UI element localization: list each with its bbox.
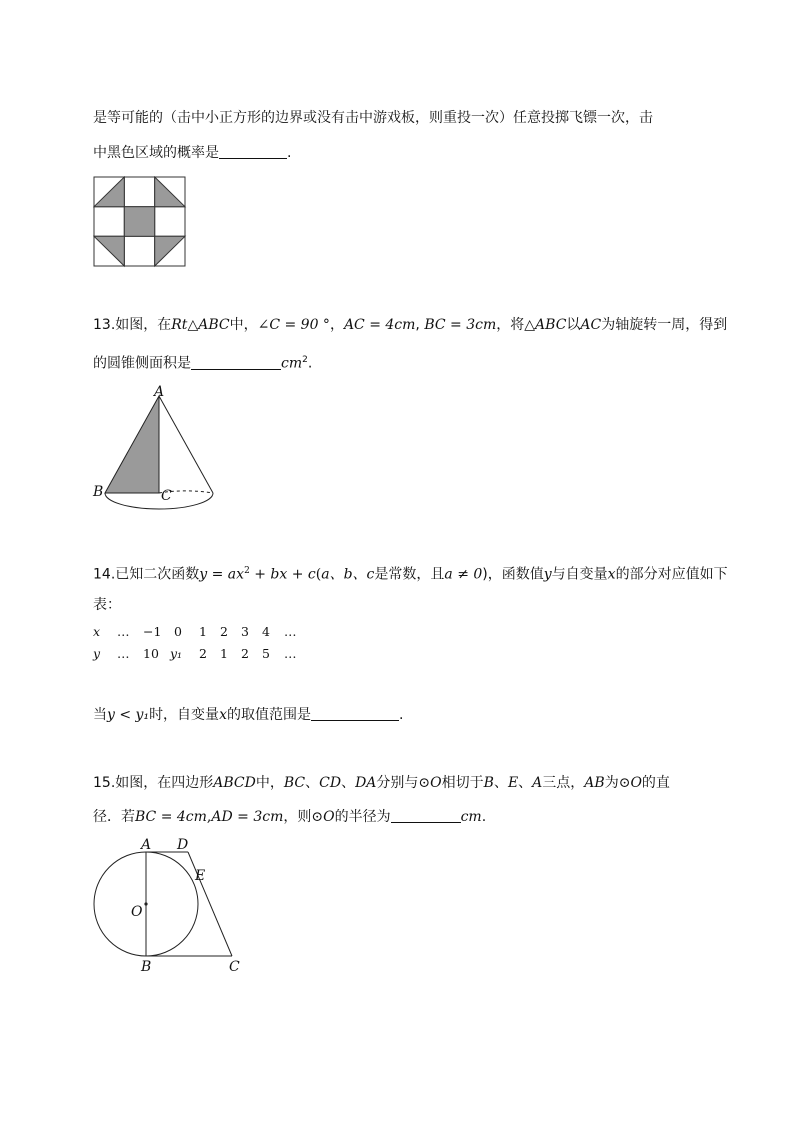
label-b: B	[141, 959, 152, 975]
q13-mid2: ，将	[496, 317, 525, 333]
q15-o3: O	[323, 809, 335, 825]
shaded-triangle-bl	[94, 236, 124, 266]
q13-sep2: ,	[415, 317, 425, 333]
table-cell: −1	[143, 624, 162, 639]
q13-triangle-symbol-2: △	[524, 317, 536, 333]
q13-abc: ABC	[198, 317, 230, 333]
q15-end: .	[481, 809, 487, 825]
q13-bc: BC = 3cm	[424, 317, 497, 333]
shaded-triangle-tl	[94, 177, 124, 207]
q12-end: .	[287, 145, 292, 161]
q15-ab: AB	[584, 775, 605, 791]
table-cell: …	[284, 646, 297, 661]
q13-line1	[93, 315, 727, 335]
q13-end: .	[307, 355, 313, 372]
q15-b: B	[483, 775, 494, 791]
q14-paren-close: )，函数值	[482, 566, 544, 583]
dartboard-figure	[93, 176, 187, 268]
table-cell: 0	[174, 624, 182, 639]
q14-line1	[93, 561, 728, 585]
q15-o: O	[430, 775, 442, 791]
q15-mid3: 相切于	[441, 775, 484, 791]
q15-cd: CD	[319, 775, 342, 791]
q15-d2: 、	[341, 775, 356, 791]
q15-circle-symbol: ⊙	[418, 775, 431, 791]
q14-end: .	[398, 707, 404, 723]
q15-circle-symbol-2: ⊙	[618, 775, 631, 791]
q14-function: y = ax	[199, 566, 245, 583]
q15-eq2: AD = 3cm	[211, 809, 284, 825]
q14-function-rest: + bx + c	[249, 566, 316, 583]
q13-rt: Rt	[171, 317, 188, 333]
q14-square: 2	[244, 566, 250, 576]
q14-line2: 表：	[93, 597, 121, 613]
q13-prefix: 13.如图，在	[93, 317, 172, 333]
q15-line2-a: 径．若	[93, 809, 135, 825]
right-triangle-abc	[105, 396, 159, 493]
table-cell: 10	[143, 646, 159, 661]
q15-tail: 的直	[641, 775, 670, 791]
q14-tail: 的部分对应值如下	[615, 566, 728, 583]
cone-side-edge	[159, 396, 213, 493]
q12-line1: 是等可能的（击中小正方形的边界或没有击中游戏板，则重投一次）任意投掷飞镖一次，击	[93, 110, 653, 126]
q15-a: A	[532, 775, 543, 791]
q15-mid4: 三点，	[542, 775, 585, 791]
q15-eq1: BC = 4cm	[135, 809, 207, 825]
q15-line2-c: 的半径为	[334, 809, 391, 825]
shaded-triangle-tr	[155, 177, 185, 207]
label-a: A	[141, 837, 152, 853]
table-cell: y₁	[170, 646, 183, 661]
q13-abc2: ABC	[535, 317, 567, 333]
q14-xvar: x	[219, 707, 227, 723]
q15-mid2: 分别与	[376, 775, 419, 791]
label-d: D	[177, 837, 189, 853]
q14-condition2: y < y₁	[107, 707, 150, 723]
label-a: A	[154, 384, 165, 400]
q13-ac: AC = 4cm	[343, 317, 416, 333]
q13-angle: ∠C = 90 °	[257, 317, 330, 333]
q15-bc: BC	[283, 775, 306, 791]
table-cell: 2	[199, 646, 207, 661]
q15-d3: 、	[493, 775, 508, 791]
q13-tail: 为轴旋转一周，得到	[601, 317, 728, 333]
label-c: C	[229, 959, 240, 975]
q15-da: DA	[355, 775, 377, 791]
q14-paren-open: (	[315, 566, 322, 583]
q14-mid2: 与自变量	[551, 566, 608, 583]
center-point	[144, 902, 147, 905]
q13-axis: AC	[580, 317, 602, 333]
q14-ans-b: 时，自变量	[149, 707, 220, 723]
q15-line1	[93, 773, 670, 793]
table-cell: x	[93, 624, 101, 639]
q14-answer-blank[interactable]	[311, 706, 399, 721]
q15-prefix: 15.如图，在四边形	[93, 775, 214, 791]
q14-ans-a: 当	[93, 707, 107, 723]
circle-tangent-figure	[88, 834, 248, 976]
table-cell: 1	[199, 624, 207, 639]
label-c: C	[161, 488, 172, 504]
table-cell: 2	[241, 646, 249, 661]
label-e: E	[195, 868, 206, 884]
q13-unit-exponent: 2	[302, 355, 308, 365]
q15-answer-blank[interactable]	[391, 808, 461, 823]
table-cell: 3	[241, 624, 249, 639]
q14-answer-line	[93, 705, 403, 725]
table-cell: 5	[262, 646, 270, 661]
table-cell: …	[117, 646, 130, 661]
table-cell: y	[93, 646, 101, 661]
q15-unit: cm	[460, 809, 482, 825]
q13-sep1: ，	[329, 317, 344, 333]
q15-d1: 、	[305, 775, 320, 791]
q15-o2: O	[630, 775, 642, 791]
q15-mid1: 中，	[255, 775, 284, 791]
table-cell: 4	[262, 624, 270, 639]
cone-base-front-arc	[105, 493, 213, 509]
q13-mid3: 以	[566, 317, 581, 333]
q15-line2-b: ，则	[283, 809, 312, 825]
q15-circle-symbol-3: ⊙	[311, 809, 324, 825]
table-cell: 1	[220, 646, 228, 661]
q13-line2-text: 的圆锥侧面积是	[93, 355, 191, 372]
q14-constants: a、b、c	[321, 566, 375, 583]
table-cell: …	[284, 624, 297, 639]
q15-comma: ,	[206, 809, 212, 825]
table-cell: …	[117, 624, 130, 639]
q13-answer-blank[interactable]	[191, 355, 281, 370]
table-cell: 2	[220, 624, 228, 639]
q13-unit: cm	[281, 355, 303, 372]
cone-figure	[90, 383, 225, 515]
q14-x: x	[607, 566, 616, 583]
label-o: O	[131, 904, 143, 920]
shaded-center-square	[124, 207, 154, 237]
q15-d4: 、	[518, 775, 533, 791]
q14-ans-c: 的取值范围是	[226, 707, 311, 723]
q15-line2	[93, 807, 486, 827]
q14-prefix: 14.已知二次函数	[93, 566, 200, 583]
q12-line2	[93, 143, 291, 163]
q13-line2	[93, 350, 312, 374]
q15-mid5: 为	[604, 775, 619, 791]
q14-mid: 是常数，且	[374, 566, 445, 583]
label-b: B	[93, 484, 104, 500]
q12-answer-blank[interactable]	[219, 144, 287, 159]
q14-condition: a ≠ 0	[444, 566, 483, 583]
q12-text: 中黑色区域的概率是	[93, 145, 219, 161]
q15-abcd: ABCD	[213, 775, 256, 791]
shaded-triangle-br	[155, 236, 185, 266]
q13-mid1: 中，	[229, 317, 258, 333]
q14-y: y	[543, 566, 552, 583]
q15-e: E	[507, 775, 519, 791]
q13-triangle-symbol: △	[187, 317, 199, 333]
